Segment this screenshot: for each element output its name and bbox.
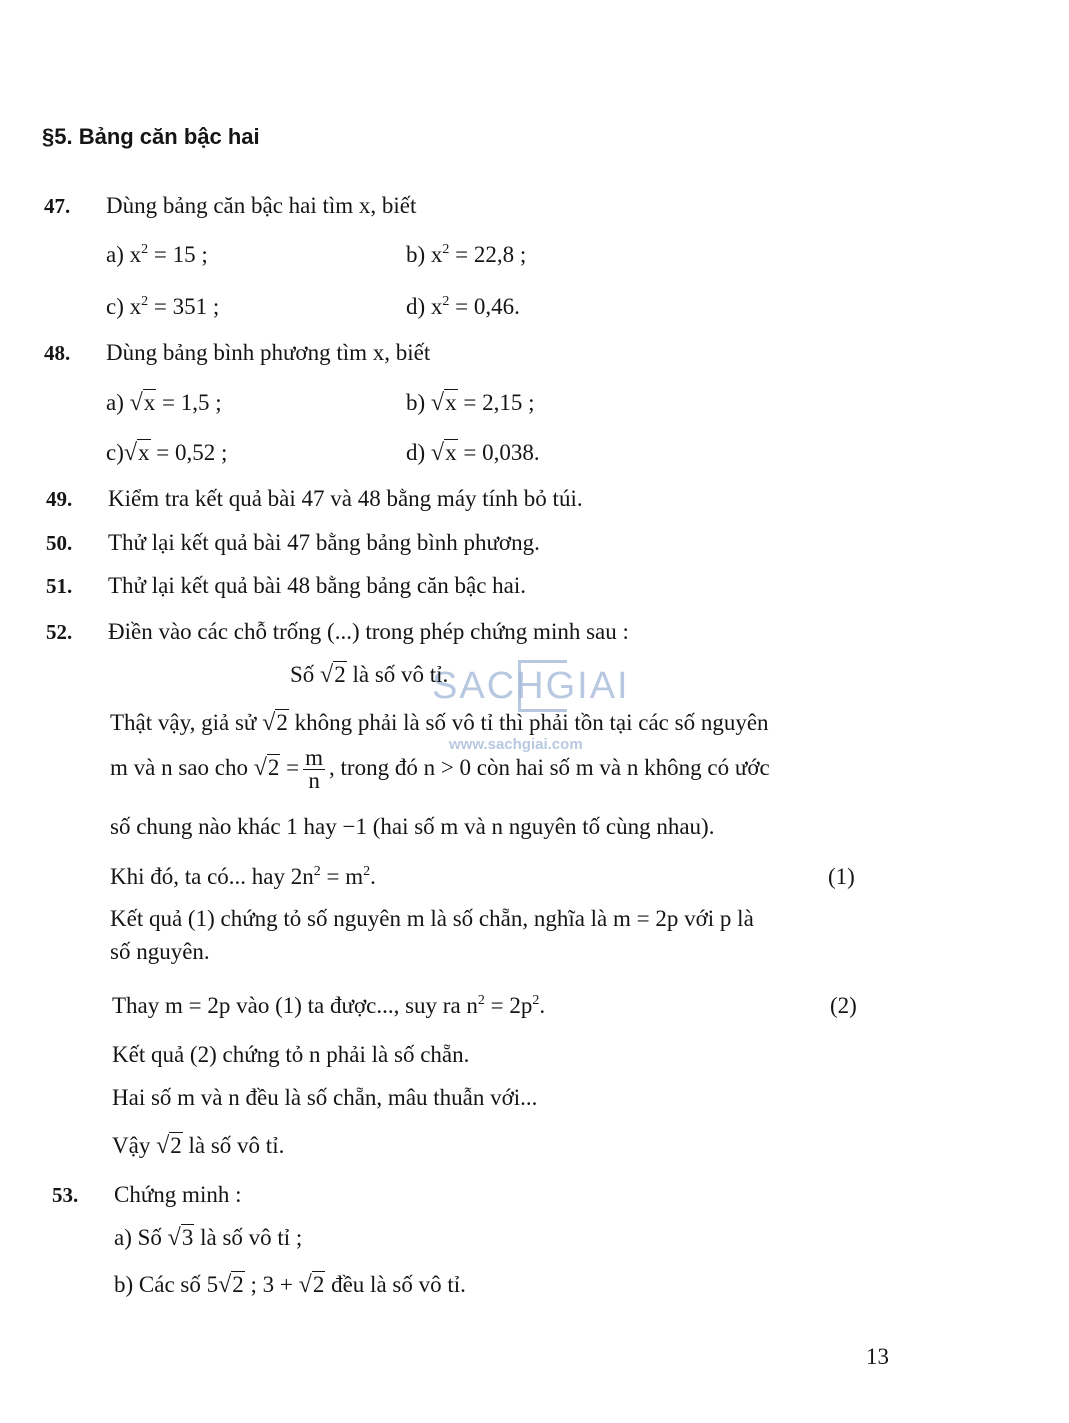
watermark-brand: SACHGIAI	[432, 665, 630, 707]
sqrt-x: √x	[430, 390, 457, 416]
sqrt-2: √2	[218, 1272, 244, 1298]
problem-47-b: b) $x^2 = 22,8$ ;	[406, 242, 527, 267]
problem-52-line-5: Kết quả (1) chứng tỏ số nguyên m là số chẵn, nghĩa là m = 2p với p là	[110, 906, 754, 931]
problem-52-number: 52.	[46, 620, 73, 644]
problem-52-claim: Số √2 là số vô tỉ.	[290, 662, 449, 688]
problem-49-text: Kiểm tra kết quả bài 47 và 48 bằng máy tính bỏ túi.	[108, 486, 583, 511]
problem-48-c: c)√x = 0,52 ;	[106, 440, 228, 466]
problem-50-text: Thử lại kết quả bài 47 bằng bảng bình phương.	[108, 530, 540, 555]
problem-53-number: 53.	[52, 1183, 79, 1207]
equation-tag-1: (1)	[828, 864, 855, 889]
problem-53-a: a) Số √3 là số vô tỉ ;	[114, 1225, 303, 1251]
problem-50-number: 50.	[46, 531, 73, 555]
sqrt-x: √x	[129, 390, 156, 416]
sqrt-2: √2	[262, 710, 288, 736]
sqrt-2: √2	[320, 662, 346, 688]
problem-48-b: b) √x = 2,15 ;	[406, 390, 535, 416]
sqrt-2: √2	[298, 1272, 325, 1298]
problem-48-number: 48.	[44, 341, 71, 365]
problem-47-a: a) $x^2 = 15$ ;	[106, 242, 208, 267]
problem-47-prompt: Dùng bảng căn bậc hai tìm x, biết	[106, 193, 417, 218]
problem-49-number: 49.	[46, 487, 73, 511]
problem-47-d: d) $x^2 = 0,46$.	[406, 294, 520, 319]
problem-48-prompt: Dùng bảng bình phương tìm x, biết	[106, 340, 431, 365]
watermark-url: www.sachgiai.com	[449, 736, 583, 753]
problem-52-line-7: Thay m = 2p vào (1) ta được..., suy ra $n^2 = 2p^2$.	[112, 993, 546, 1018]
problem-52-line-10: Vậy √2 là số vô tỉ.	[112, 1133, 285, 1159]
sqrt-2: √2	[156, 1133, 182, 1159]
sqrt-x: √x	[430, 440, 457, 466]
page-number: 13	[866, 1344, 889, 1369]
problem-51-text: Thử lại kết quả bài 48 bằng bảng căn bậc hai.	[108, 573, 527, 598]
sqrt-2: √2	[253, 754, 280, 781]
problem-52-line-9: Hai số m và n đều là số chẵn, mâu thuẫn với...	[112, 1085, 538, 1110]
problem-52-line-2: m và n sao cho √2 = $\frac{m}{n}$ , trong đó n > 0 còn hai số m và n không có ước	[110, 745, 770, 793]
problem-53-prompt: Chứng minh :	[114, 1182, 242, 1207]
problem-52-line-4: Khi đó, ta có... hay $2n^2 = m^2$.	[110, 864, 376, 889]
section-title: §5. Bảng căn bậc hai	[42, 124, 260, 149]
problem-52-line-8: Kết quả (2) chứng tỏ n phải là số chẵn.	[112, 1042, 470, 1067]
problem-47-c: c) $x^2 = 351$ ;	[106, 294, 220, 319]
problem-51-number: 51.	[46, 574, 73, 598]
problem-52-line-1: Thật vậy, giả sử √2 không phải là số vô tỉ thì phải tồn tại các số nguyên	[110, 710, 769, 736]
sqrt-3: √3	[167, 1225, 194, 1251]
problem-52-line-3: số chung nào khác 1 hay −1 (hai số m và n nguyên tố cùng nhau).	[110, 814, 715, 839]
equation-tag-2: (2)	[830, 993, 857, 1018]
sqrt-x: √x	[123, 440, 150, 466]
problem-53-b: b) Các số 5√2 ; 3 + √2 đều là số vô tỉ.	[114, 1272, 466, 1298]
problem-48-a: a) √x = 1,5 ;	[106, 390, 222, 416]
problem-52-line-6: số nguyên.	[110, 939, 210, 964]
problem-48-d: d) √x = 0,038.	[406, 440, 540, 466]
fraction-m-over-n: $\frac{m}{n}$	[305, 745, 324, 793]
problem-52-prompt: Điền vào các chỗ trống (...) trong phép chứng minh sau :	[108, 619, 629, 644]
problem-47-number: 47.	[44, 194, 71, 218]
